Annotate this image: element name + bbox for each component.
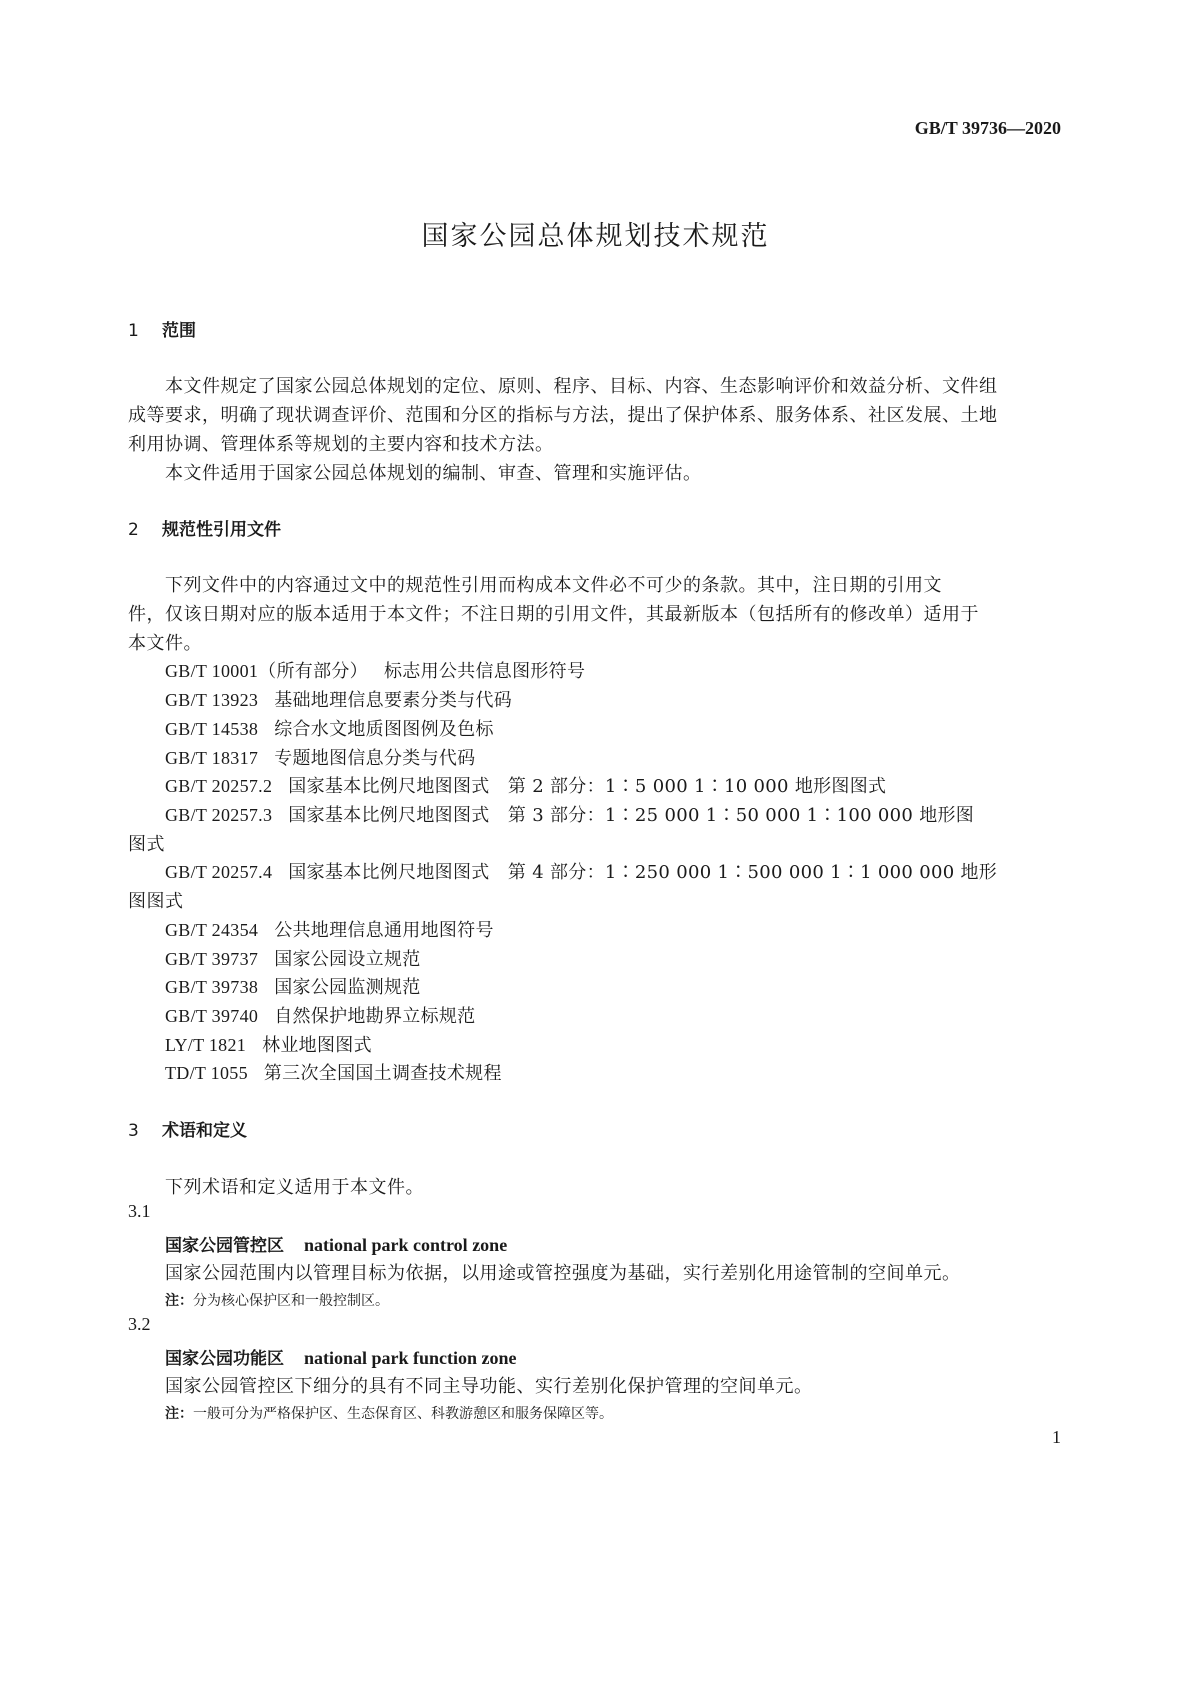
section-1-para1-line1: 本文件规定了国家公园总体规划的定位、原则、程序、目标、内容、生态影响评价和效益分析、文件组 [165, 376, 998, 397]
section-title: 术语和定义 [162, 1121, 247, 1141]
section-1-para1-line3: 利用协调、管理体系等规划的主要内容和技术方法。 [128, 434, 554, 455]
reference-item: GB/T 24354 公共地理信息通用地图符号 [165, 920, 494, 941]
reference-item: GB/T 13923 基础地理信息要素分类与代码 [165, 690, 513, 711]
reference-item: GB/T 39738 国家公园监测规范 [165, 977, 421, 998]
section-number: 1 [128, 321, 139, 341]
term-heading: 国家公园功能区 national park function zone [165, 1348, 517, 1369]
reference-item: GB/T 20257.3 国家基本比例尺地图图式 第 3 部分：1∶25 000 1∶50 000 1∶100 000 地形图 [165, 805, 975, 826]
section-1-para1-line2: 成等要求，明确了现状调查评价、范围和分区的指标与方法，提出了保护体系、服务体系、社区发展、土地 [128, 405, 998, 426]
reference-item: GB/T 39737 国家公园设立规范 [165, 949, 421, 970]
standard-number: GB/T 39736—2020 [914, 118, 1061, 138]
reference-item: GB/T 18317 专题地图信息分类与代码 [165, 748, 476, 769]
section-number: 2 [128, 520, 139, 540]
reference-item: GB/T 20257.4 国家基本比例尺地图图式 第 4 部分：1∶250 000 1∶500 000 1∶1 000 000 地形 [165, 862, 998, 883]
section-2-intro-line1: 下列文件中的内容通过文中的规范性引用而构成本文件必不可少的条款。其中，注日期的引用文 [165, 575, 942, 596]
term-note: 注：分为核心保护区和一般控制区。 [165, 1293, 389, 1309]
section-3-intro: 下列术语和定义适用于本文件。 [165, 1177, 424, 1198]
reference-item: GB/T 10001（所有部分） 标志用公共信息图形符号 [165, 661, 586, 682]
section-title: 范围 [162, 321, 196, 341]
section-2-heading [128, 515, 281, 540]
page-number: 1 [1052, 1427, 1061, 1447]
term-note: 注：一般可分为严格保护区、生态保育区、科教游憩区和服务保障区等。 [165, 1406, 613, 1422]
document-title: 国家公园总体规划技术规范 [421, 221, 770, 252]
reference-item: LY/T 1821 林业地图图式 [165, 1035, 372, 1056]
term-heading: 国家公园管控区 national park control zone [165, 1235, 508, 1256]
reference-item: TD/T 1055 第三次全国国土调查技术规程 [165, 1063, 502, 1084]
reference-item: GB/T 39740 自然保护地勘界立标规范 [165, 1006, 476, 1027]
term-definition: 国家公园范围内以管理目标为依据，以用途或管控强度为基础，实行差别化用途管制的空间单元。 [165, 1263, 961, 1284]
section-2-intro-line2: 件，仅该日期对应的版本适用于本文件；不注日期的引用文件，其最新版本（包括所有的修改单）适用于 [128, 604, 979, 625]
section-1-heading [128, 316, 196, 341]
reference-item: GB/T 20257.2 国家基本比例尺地图图式 第 2 部分：1∶5 000 1∶10 000 地形图图式 [165, 776, 887, 797]
reference-item-continuation: 图式 [128, 834, 165, 855]
section-1-para2: 本文件适用于国家公园总体规划的编制、审查、管理和实施评估。 [165, 463, 702, 484]
term-number: 3.2 [128, 1314, 151, 1334]
section-number: 3 [128, 1121, 139, 1141]
reference-item-continuation: 图图式 [128, 891, 184, 912]
term-number: 3.1 [128, 1201, 151, 1221]
term-definition: 国家公园管控区下细分的具有不同主导功能、实行差别化保护管理的空间单元。 [165, 1376, 813, 1397]
section-title: 规范性引用文件 [162, 520, 281, 540]
section-3-heading [128, 1116, 247, 1141]
section-2-intro-line3: 本文件。 [128, 633, 202, 654]
reference-item: GB/T 14538 综合水文地质图图例及色标 [165, 719, 494, 740]
